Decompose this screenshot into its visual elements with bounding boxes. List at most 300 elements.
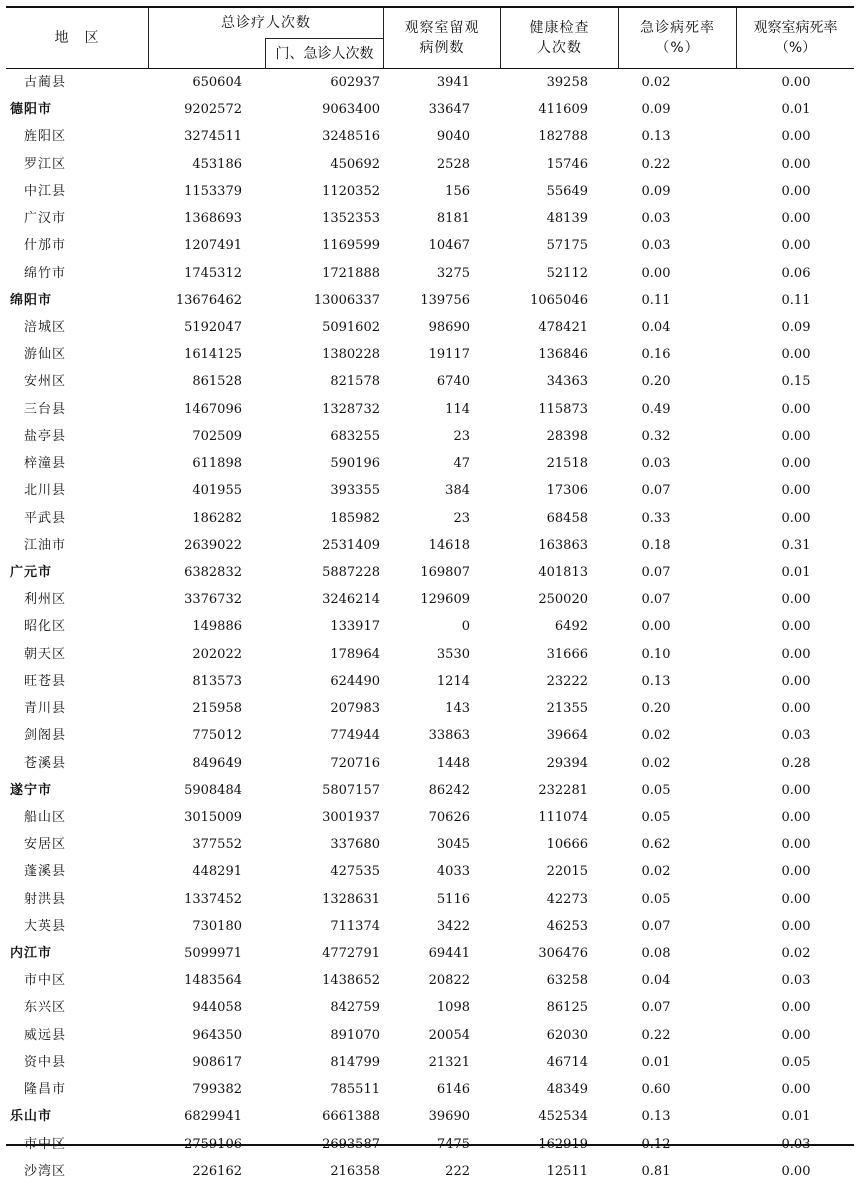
- outpatient-cell: 9063400: [322, 102, 380, 118]
- observation-death-rate-cell: 0.06: [781, 265, 811, 281]
- health-check-cell: 48349: [546, 1082, 588, 1098]
- region-cell: 绵阳市: [10, 292, 53, 308]
- table-row-city: [6, 96, 854, 123]
- header-health-check: [501, 8, 618, 68]
- table-row: [6, 967, 854, 994]
- emergency-death-rate-cell: 0.81: [641, 1163, 671, 1179]
- total-visits-cell: 1614125: [184, 347, 242, 363]
- region-cell: 盐亭县: [24, 428, 67, 444]
- observation-death-rate-cell: 0.03: [781, 973, 811, 989]
- outpatient-cell: 1438652: [322, 973, 380, 989]
- region-cell: 射洪县: [24, 891, 67, 907]
- total-visits-cell: 908617: [192, 1054, 242, 1070]
- outpatient-cell: 133917: [330, 619, 380, 635]
- observation-death-rate-cell: 0.00: [781, 891, 811, 907]
- region-cell: 梓潼县: [24, 456, 67, 472]
- region-cell: 古蔺县: [24, 75, 67, 90]
- region-cell: 广元市: [10, 564, 53, 580]
- region-cell: 昭化区: [24, 619, 67, 635]
- observation-death-rate-cell: 0.01: [781, 1109, 811, 1125]
- header-health-check-line1: 健康检查: [529, 20, 590, 36]
- total-visits-cell: 1153379: [184, 183, 242, 199]
- outpatient-cell: 3246214: [322, 592, 380, 608]
- health-check-cell: 1065046: [530, 292, 588, 308]
- observation-cell: 33863: [428, 728, 470, 744]
- region-cell: 船山区: [24, 809, 67, 825]
- outpatient-cell: 4772791: [322, 946, 380, 962]
- region-cell: 沙湾区: [24, 1163, 67, 1179]
- emergency-death-rate-cell: 0.02: [641, 728, 671, 744]
- emergency-death-rate-cell: 0.11: [641, 292, 671, 308]
- observation-cell: 4033: [436, 864, 470, 880]
- emergency-death-rate-cell: 0.03: [641, 456, 671, 472]
- emergency-death-rate-cell: 0.22: [641, 1027, 671, 1043]
- observation-cell: 156: [445, 183, 470, 199]
- table-row: [6, 858, 854, 885]
- table-row: [6, 396, 854, 423]
- outpatient-cell: 207983: [330, 701, 380, 717]
- region-cell: 旌阳区: [24, 129, 67, 145]
- outpatient-cell: 427535: [330, 864, 380, 880]
- outpatient-cell: 774944: [330, 728, 380, 744]
- region-cell: 安州区: [24, 374, 67, 390]
- emergency-death-rate-cell: 0.03: [641, 238, 671, 254]
- observation-cell: 139756: [420, 292, 470, 308]
- observation-cell: 8181: [436, 211, 470, 227]
- observation-death-rate-cell: 0.00: [781, 483, 811, 499]
- emergency-death-rate-cell: 0.05: [641, 891, 671, 907]
- table-row: [6, 1022, 854, 1049]
- region-cell: 市中区: [24, 1136, 67, 1152]
- total-visits-cell: 448291: [192, 864, 242, 880]
- table-row: [6, 423, 854, 450]
- emergency-death-rate-cell: 0.13: [641, 1109, 671, 1125]
- outpatient-cell: 720716: [330, 755, 380, 771]
- region-cell: 中江县: [24, 183, 67, 199]
- emergency-death-rate-cell: 0.04: [641, 319, 671, 335]
- table-row: [6, 1131, 854, 1158]
- total-visits-cell: 611898: [192, 456, 242, 472]
- header-observation-death-line1: 观察室病死率: [753, 20, 838, 36]
- emergency-death-rate-cell: 0.60: [641, 1082, 671, 1098]
- region-cell: 朝天区: [24, 646, 67, 662]
- outpatient-cell: 5091602: [322, 319, 380, 335]
- region-cell: 市中区: [24, 973, 67, 989]
- observation-cell: 98690: [428, 319, 470, 335]
- outpatient-cell: 185982: [330, 510, 380, 526]
- header-region: [6, 8, 148, 68]
- observation-cell: 69441: [428, 946, 470, 962]
- table-row: [6, 232, 854, 259]
- health-check-cell: 21518: [546, 456, 588, 472]
- observation-death-rate-cell: 0.00: [781, 918, 811, 934]
- region-cell: 青川县: [24, 701, 67, 717]
- observation-cell: 114: [445, 401, 470, 417]
- outpatient-cell: 1352353: [322, 211, 380, 227]
- table-row: [6, 450, 854, 477]
- region-cell: 江油市: [24, 537, 67, 553]
- table-row: [6, 1049, 854, 1076]
- health-check-cell: 52112: [546, 265, 588, 281]
- observation-death-rate-cell: 0.00: [781, 183, 811, 199]
- outpatient-cell: 785511: [330, 1082, 380, 1098]
- observation-cell: 47: [453, 456, 470, 472]
- observation-death-rate-cell: 0.00: [781, 156, 811, 172]
- total-visits-cell: 9202572: [184, 102, 242, 118]
- health-check-cell: 111074: [538, 809, 588, 825]
- health-check-cell: 182788: [538, 129, 588, 145]
- total-visits-cell: 1467096: [184, 401, 242, 417]
- observation-death-rate-cell: 0.03: [781, 728, 811, 744]
- region-cell: 三台县: [24, 401, 67, 417]
- health-check-cell: 250020: [538, 592, 588, 608]
- emergency-death-rate-cell: 0.09: [641, 102, 671, 118]
- emergency-death-rate-cell: 0.62: [641, 837, 671, 853]
- total-visits-cell: 1368693: [184, 211, 242, 227]
- table-row: [6, 613, 854, 640]
- emergency-death-rate-cell: 0.02: [641, 75, 671, 90]
- region-cell: 游仙区: [24, 347, 67, 363]
- total-visits-cell: 775012: [192, 728, 242, 744]
- table-row: [6, 151, 854, 178]
- observation-cell: 5116: [436, 891, 470, 907]
- emergency-death-rate-cell: 0.05: [641, 809, 671, 825]
- total-visits-cell: 650604: [192, 75, 242, 90]
- health-check-cell: 21355: [546, 701, 588, 717]
- observation-cell: 39690: [428, 1109, 470, 1125]
- outpatient-cell: 1120352: [322, 183, 380, 199]
- table-row: [6, 804, 854, 831]
- total-visits-cell: 2639022: [184, 537, 242, 553]
- header-outpatient-emergency-label: 门、急诊人次数: [275, 45, 374, 62]
- header-emergency-death: [619, 8, 736, 68]
- header-observation-death: [737, 8, 854, 68]
- health-check-cell: 136846: [538, 347, 588, 363]
- health-check-cell: 22015: [546, 864, 588, 880]
- header-observation-line1: 观察室留观: [404, 20, 480, 36]
- table-row-city: [6, 940, 854, 967]
- observation-death-rate-cell: 0.00: [781, 428, 811, 444]
- emergency-death-rate-cell: 0.07: [641, 564, 671, 580]
- outpatient-cell: 624490: [330, 673, 380, 689]
- observation-cell: 384: [445, 483, 470, 499]
- health-check-cell: 15746: [546, 156, 588, 172]
- observation-death-rate-cell: 0.00: [781, 592, 811, 608]
- health-check-cell: 34363: [546, 374, 588, 390]
- emergency-death-rate-cell: 0.49: [641, 401, 671, 417]
- total-visits-cell: 5099971: [184, 946, 242, 962]
- health-check-cell: 452534: [538, 1109, 588, 1125]
- outpatient-cell: 1169599: [322, 238, 380, 254]
- total-visits-cell: 5192047: [184, 319, 242, 335]
- health-check-cell: 23222: [546, 673, 588, 689]
- health-check-cell: 306476: [538, 946, 588, 962]
- total-visits-cell: 944058: [192, 1000, 242, 1016]
- observation-cell: 3941: [436, 75, 470, 90]
- observation-death-rate-cell: 0.09: [781, 319, 811, 335]
- region-cell: 苍溪县: [24, 755, 67, 771]
- health-check-cell: 48139: [546, 211, 588, 227]
- observation-death-rate-cell: 0.00: [781, 646, 811, 662]
- total-visits-cell: 186282: [192, 510, 242, 526]
- emergency-death-rate-cell: 0.12: [641, 1136, 671, 1152]
- observation-cell: 0: [461, 619, 470, 635]
- region-cell: 利州区: [24, 592, 67, 608]
- emergency-death-rate-cell: 0.08: [641, 946, 671, 962]
- region-cell: 平武县: [24, 510, 67, 526]
- observation-death-rate-cell: 0.00: [781, 510, 811, 526]
- table-row: [6, 69, 854, 96]
- observation-cell: 20822: [428, 973, 470, 989]
- header-emergency-death-line2: （%）: [655, 40, 700, 56]
- emergency-death-rate-cell: 0.00: [641, 619, 671, 635]
- table-row: [6, 695, 854, 722]
- emergency-death-rate-cell: 0.22: [641, 156, 671, 172]
- header-observation-line2: 病例数: [419, 40, 465, 56]
- observation-death-rate-cell: 0.31: [781, 537, 811, 553]
- outpatient-cell: 3001937: [322, 809, 380, 825]
- outpatient-cell: 6661388: [322, 1109, 380, 1125]
- emergency-death-rate-cell: 0.00: [641, 265, 671, 281]
- outpatient-cell: 2693587: [322, 1136, 380, 1152]
- table-row: [6, 314, 854, 341]
- table-row: [6, 831, 854, 858]
- observation-cell: 6740: [436, 374, 470, 390]
- observation-death-rate-cell: 0.15: [781, 374, 811, 390]
- total-visits-cell: 964350: [192, 1027, 242, 1043]
- table-row-city: [6, 1103, 854, 1130]
- health-check-cell: 63258: [546, 973, 588, 989]
- emergency-death-rate-cell: 0.02: [641, 755, 671, 771]
- table-row: [6, 123, 854, 150]
- table-row: [6, 886, 854, 913]
- table-row: [6, 368, 854, 395]
- health-check-cell: 163863: [538, 537, 588, 553]
- health-check-cell: 57175: [546, 238, 588, 254]
- observation-cell: 19117: [428, 347, 470, 363]
- table-row-city: [6, 559, 854, 586]
- header-emergency-death-line1: 急诊病死率: [640, 20, 715, 36]
- observation-death-rate-cell: 0.28: [781, 755, 811, 771]
- observation-cell: 169807: [420, 564, 470, 580]
- outpatient-cell: 1721888: [322, 265, 380, 281]
- table-row: [6, 178, 854, 205]
- outpatient-cell: 821578: [330, 374, 380, 390]
- outpatient-cell: 2531409: [322, 537, 380, 553]
- total-visits-cell: 215958: [192, 701, 242, 717]
- observation-cell: 3045: [436, 837, 470, 853]
- emergency-death-rate-cell: 0.13: [641, 673, 671, 689]
- region-cell: 乐山市: [10, 1109, 53, 1125]
- observation-death-rate-cell: 0.01: [781, 102, 811, 118]
- observation-cell: 23: [453, 428, 470, 444]
- observation-death-rate-cell: 0.00: [781, 837, 811, 853]
- table-row: [6, 505, 854, 532]
- total-visits-cell: 1207491: [184, 238, 242, 254]
- header-outpatient-emergency: [266, 39, 383, 68]
- observation-cell: 143: [445, 701, 470, 717]
- total-visits-cell: 3015009: [184, 809, 242, 825]
- header-observation-death-line2: （%）: [774, 40, 817, 56]
- health-check-cell: 39664: [546, 728, 588, 744]
- outpatient-cell: 842759: [330, 1000, 380, 1016]
- observation-death-rate-cell: 0.11: [781, 292, 811, 308]
- total-visits-cell: 149886: [192, 619, 242, 635]
- outpatient-cell: 5887228: [322, 564, 380, 580]
- observation-death-rate-cell: 0.00: [781, 401, 811, 417]
- observation-death-rate-cell: 0.01: [781, 564, 811, 580]
- observation-death-rate-cell: 0.03: [781, 1136, 811, 1152]
- total-visits-cell: 5908484: [184, 782, 242, 798]
- health-check-cell: 68458: [546, 510, 588, 526]
- table-row: [6, 722, 854, 749]
- emergency-death-rate-cell: 0.32: [641, 428, 671, 444]
- observation-death-rate-cell: 0.00: [781, 701, 811, 717]
- emergency-death-rate-cell: 0.07: [641, 483, 671, 499]
- total-visits-cell: 6382832: [184, 564, 242, 580]
- table-row: [6, 260, 854, 287]
- region-cell: 旺苍县: [24, 673, 67, 689]
- outpatient-cell: 1328732: [322, 401, 380, 417]
- health-check-cell: 12511: [546, 1163, 588, 1179]
- observation-cell: 129609: [420, 592, 470, 608]
- region-cell: 涪城区: [24, 319, 67, 335]
- total-visits-cell: 13676462: [175, 292, 242, 308]
- outpatient-cell: 602937: [330, 75, 380, 90]
- header-total-visits-label: 总诊疗人次数: [221, 15, 311, 31]
- region-cell: 内江市: [10, 946, 53, 962]
- outpatient-cell: 590196: [330, 456, 380, 472]
- header-health-check-line2: 人次数: [537, 40, 582, 56]
- total-visits-cell: 730180: [192, 918, 242, 934]
- total-visits-cell: 1337452: [184, 891, 242, 907]
- table-row: [6, 1076, 854, 1103]
- outpatient-cell: 683255: [330, 428, 380, 444]
- health-check-cell: 401813: [538, 564, 588, 580]
- region-cell: 广汉市: [24, 211, 67, 227]
- region-cell: 什邡市: [24, 238, 67, 254]
- observation-death-rate-cell: 0.00: [781, 809, 811, 825]
- emergency-death-rate-cell: 0.04: [641, 973, 671, 989]
- observation-cell: 7475: [436, 1136, 470, 1152]
- outpatient-cell: 450692: [330, 156, 380, 172]
- emergency-death-rate-cell: 0.18: [641, 537, 671, 553]
- observation-cell: 86242: [428, 782, 470, 798]
- observation-cell: 14618: [428, 537, 470, 553]
- emergency-death-rate-cell: 0.03: [641, 211, 671, 227]
- total-visits-cell: 401955: [192, 483, 242, 499]
- emergency-death-rate-cell: 0.20: [641, 701, 671, 717]
- observation-death-rate-cell: 0.00: [781, 75, 811, 90]
- region-cell: 东兴区: [24, 1000, 67, 1016]
- emergency-death-rate-cell: 0.16: [641, 347, 671, 363]
- emergency-death-rate-cell: 0.09: [641, 183, 671, 199]
- health-check-cell: 17306: [546, 483, 588, 499]
- total-visits-cell: 202022: [192, 646, 242, 662]
- region-cell: 蓬溪县: [24, 864, 67, 880]
- table-row: [6, 994, 854, 1021]
- emergency-death-rate-cell: 0.07: [641, 918, 671, 934]
- header-observation: [384, 8, 500, 68]
- total-visits-cell: 813573: [192, 673, 242, 689]
- total-visits-cell: 702509: [192, 428, 242, 444]
- table-row: [6, 205, 854, 232]
- region-cell: 威远县: [24, 1027, 67, 1043]
- observation-death-rate-cell: 0.00: [781, 782, 811, 798]
- total-visits-cell: 1745312: [184, 265, 242, 281]
- observation-cell: 1098: [436, 1000, 470, 1016]
- observation-cell: 2528: [436, 156, 470, 172]
- health-check-cell: 29394: [546, 755, 588, 771]
- emergency-death-rate-cell: 0.07: [641, 1000, 671, 1016]
- observation-death-rate-cell: 0.00: [781, 1000, 811, 1016]
- observation-cell: 10467: [428, 238, 470, 254]
- region-cell: 北川县: [24, 483, 67, 499]
- observation-death-rate-cell: 0.00: [781, 1027, 811, 1043]
- observation-death-rate-cell: 0.02: [781, 946, 811, 962]
- health-check-cell: 62030: [546, 1027, 588, 1043]
- health-check-cell: 86125: [546, 1000, 588, 1016]
- table-row: [6, 913, 854, 940]
- observation-cell: 70626: [428, 809, 470, 825]
- region-cell: 罗江区: [24, 156, 67, 172]
- health-check-cell: 6492: [554, 619, 588, 635]
- outpatient-cell: 814799: [330, 1054, 380, 1070]
- outpatient-cell: 178964: [330, 646, 380, 662]
- observation-death-rate-cell: 0.00: [781, 619, 811, 635]
- table-row: [6, 532, 854, 559]
- observation-cell: 6146: [436, 1082, 470, 1098]
- table-row: [6, 668, 854, 695]
- observation-cell: 23: [453, 510, 470, 526]
- emergency-death-rate-cell: 0.01: [641, 1054, 671, 1070]
- observation-death-rate-cell: 0.00: [781, 1082, 811, 1098]
- region-cell: 隆昌市: [24, 1082, 67, 1098]
- header-total-visits: [149, 8, 383, 38]
- observation-death-rate-cell: 0.00: [781, 211, 811, 227]
- observation-death-rate-cell: 0.00: [781, 864, 811, 880]
- outpatient-cell: 337680: [330, 837, 380, 853]
- total-visits-cell: 1483564: [184, 973, 242, 989]
- total-visits-cell: 849649: [192, 755, 242, 771]
- observation-death-rate-cell: 0.00: [781, 347, 811, 363]
- region-cell: 资中县: [24, 1054, 67, 1070]
- emergency-death-rate-cell: 0.33: [641, 510, 671, 526]
- outpatient-cell: 13006337: [313, 292, 380, 308]
- table-row-city: [6, 287, 854, 314]
- outpatient-cell: 891070: [330, 1027, 380, 1043]
- outpatient-cell: 3248516: [322, 129, 380, 145]
- observation-cell: 20054: [428, 1027, 470, 1043]
- table-row: [6, 341, 854, 368]
- health-check-cell: 115873: [538, 401, 588, 417]
- emergency-death-rate-cell: 0.20: [641, 374, 671, 390]
- emergency-death-rate-cell: 0.13: [641, 129, 671, 145]
- total-visits-cell: 377552: [192, 837, 242, 853]
- emergency-death-rate-cell: 0.05: [641, 782, 671, 798]
- total-visits-cell: 861528: [192, 374, 242, 390]
- table-row: [6, 1158, 854, 1185]
- observation-cell: 21321: [428, 1054, 470, 1070]
- health-check-cell: 55649: [546, 183, 588, 199]
- region-cell: 德阳市: [10, 102, 53, 118]
- health-check-cell: 39258: [546, 75, 588, 90]
- health-check-cell: 411609: [538, 102, 588, 118]
- table-row: [6, 750, 854, 777]
- observation-cell: 222: [445, 1163, 470, 1179]
- total-visits-cell: 6829941: [184, 1109, 242, 1125]
- health-check-cell: 46714: [546, 1054, 588, 1070]
